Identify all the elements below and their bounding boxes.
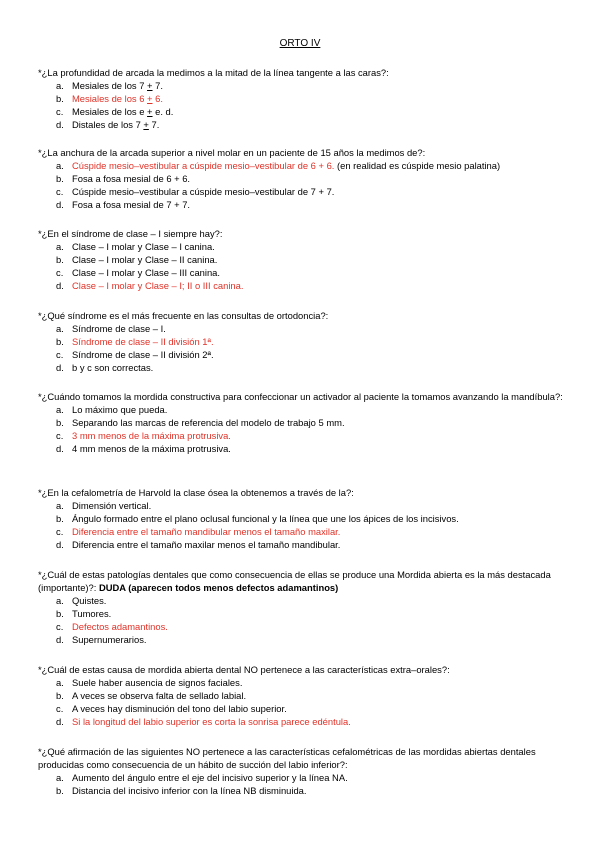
- option-c: c. A veces hay disminución del tono del labio superior.: [56, 703, 287, 715]
- question-text: *¿Cuál de estas causa de mordida abierta dental NO pertenece a las características extra–orales?:: [38, 664, 450, 675]
- option-c: c. Mesiales de los e + e. d.: [56, 106, 174, 118]
- question-text: *¿En la cefalometría de Harvold la clase ósea la obtenemos a través de la?:: [38, 487, 354, 498]
- question-text: *¿La anchura de la arcada superior a nivel molar en un paciente de 15 años la medimos de?:: [38, 147, 426, 158]
- option-a: a. Aumento del ángulo entre el eje del incisivo superior y la línea NA.: [56, 772, 348, 783]
- option-c-correct: c. 3 mm menos de la máxima protrusiva.: [56, 430, 231, 442]
- option-b: b. Clase – I molar y Clase – II canina.: [56, 254, 218, 266]
- question-text: *¿Qué afirmación de las siguientes NO pertenece a las características cefalométricas de las mordidas abiertas dentales producidas como consecuencia de un hábito de succión del labio inferior?:: [38, 746, 536, 770]
- question-5: [38, 390, 568, 455]
- option-b: b. Fosa a fosa mesial de 6 + 6.: [56, 173, 191, 185]
- option-c: c. Síndrome de clase – II división 2ª.: [56, 349, 214, 361]
- option-b: b. Distancia del incisivo inferior con la línea NB disminuida.: [56, 785, 307, 797]
- option-d: d. Fosa a fosa mesial de 7 + 7.: [56, 199, 191, 211]
- question-2: [38, 146, 568, 211]
- question-1: [38, 66, 568, 131]
- question-9: [38, 745, 568, 797]
- option-a: a. Dimensión vertical.: [56, 500, 152, 511]
- question-text: *¿En el síndrome de clase – I siempre hay?:: [38, 228, 223, 239]
- option-d: d. Distales de los 7 + 7.: [56, 119, 160, 131]
- option-d-correct: d. Clase – I molar y Clase – I; II o III canina.: [56, 280, 244, 292]
- option-a: a. Quistes.: [56, 595, 107, 606]
- option-a: a. Lo máximo que pueda.: [56, 404, 168, 415]
- option-b: b. Ángulo formado entre el plano oclusal funcional y la línea que une los ápices de los incisivos.: [56, 513, 459, 525]
- option-d: d. Supernumerarios.: [56, 634, 147, 646]
- option-d: d. 4 mm menos de la máxima protrusiva.: [56, 443, 231, 455]
- option-b-correct: b. Síndrome de clase – II división 1ª.: [56, 336, 214, 348]
- option-a: a. Síndrome de clase – I.: [56, 323, 166, 334]
- option-a: a. Suele haber ausencia de signos faciales.: [56, 677, 243, 688]
- option-d: d. b y c son correctas.: [56, 362, 154, 374]
- option-a: a. Mesiales de los 7 + 7.: [56, 80, 163, 91]
- option-c-correct: c. Diferencia entre el tamaño mandibular menos el tamaño maxilar.: [56, 526, 341, 538]
- option-d-correct: d. Si la longitud del labio superior es corta la sonrisa parece edéntula.: [56, 716, 351, 728]
- question-7: [38, 568, 568, 646]
- option-d: d. Diferencia entre el tamaño maxilar menos el tamaño mandibular.: [56, 539, 341, 551]
- question-3: [38, 227, 568, 292]
- option-b-correct: b. Mesiales de los 6 + 6.: [56, 93, 163, 105]
- question-text: *¿Qué síndrome es el más frecuente en las consultas de ortodoncia?:: [38, 310, 329, 321]
- question-6: [38, 486, 568, 551]
- page-title: ORTO IV: [279, 38, 321, 49]
- question-text: *¿Cuál de estas patologías dentales que como consecuencia de ellas se produce una Mordida abierta es la más destacada (importante)?: DUDA (aparecen todos menos defectos adamantinos): [38, 569, 551, 593]
- question-text: *¿La profundidad de arcada la medimos a la mitad de la línea tangente a las caras?:: [38, 67, 389, 78]
- question-4: [38, 309, 568, 374]
- option-b: b. Tumores.: [56, 608, 112, 620]
- question-text: *¿Cuándo tomamos la mordida constructiva para confeccionar un activador al paciente la tomamos avanzando la mandíbula?:: [38, 391, 563, 402]
- option-c: c. Clase – I molar y Clase – III canina.: [56, 267, 220, 279]
- option-a-correct: a. Cúspide mesio–vestibular a cúspide mesio–vestibular de 6 + 6. (en realidad es cúspide mesio palatina): [56, 160, 501, 171]
- question-8: [38, 663, 568, 728]
- option-c: c. Cúspide mesio–vestibular a cúspide mesio–vestibular de 7 + 7.: [56, 186, 335, 198]
- option-b: b. A veces se observa falta de sellado labial.: [56, 690, 247, 702]
- option-b: b. Separando las marcas de referencia del modelo de trabajo 5 mm.: [56, 417, 345, 429]
- option-a: a. Clase – I molar y Clase – I canina.: [56, 241, 215, 252]
- option-c-correct: c. Defectos adamantinos.: [56, 621, 168, 633]
